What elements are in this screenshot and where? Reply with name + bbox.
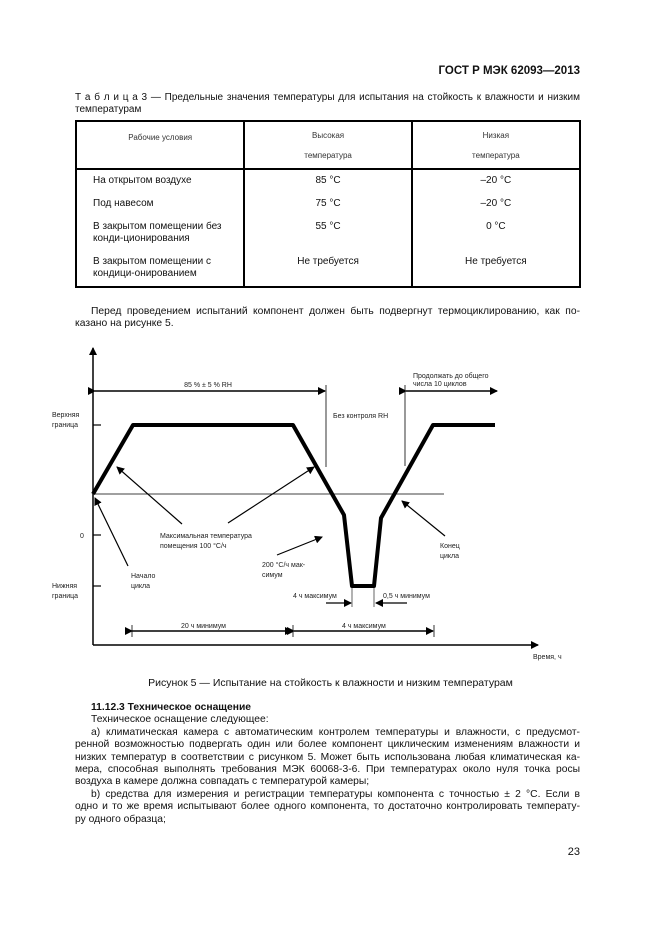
item-b-line: b) средства для измерения и регистрации температуры компонента с точностью ± 2 °С. Если в: [91, 788, 580, 800]
item-a-line: мера, способная выполнять требования МЭК 60068-3-6. При температурах около нуля точка росы: [75, 764, 580, 776]
cell-high: 75 °С: [244, 193, 411, 216]
max-rate-label: помещения 100 °С/ч: [160, 543, 227, 550]
item-a-line: ренной возможностью подвергать один или более компонент циклическим изменениям влажности и: [75, 739, 580, 751]
text-line: казано на рисунке 5.: [75, 318, 174, 330]
cycle-start-label: цикла: [131, 583, 151, 590]
dwell-max-label: 4 ч максимум: [293, 593, 337, 600]
item-a-line: воздуха в камере должна совпадать с температурой камеры;: [75, 776, 370, 788]
rate200-label: симум: [262, 572, 283, 579]
cycle-end-label: цикла: [440, 553, 460, 560]
continue-label: числа 10 циклов: [413, 381, 467, 388]
section-lead: Техническое оснащение следующее:: [91, 714, 269, 726]
pointer-arrow: [228, 467, 314, 523]
max-rate-label: Максимальная температура: [160, 533, 252, 540]
item-a-line: а) климатическая камера с автоматическим контролем температуры и влажности, с предусмот-: [91, 726, 580, 738]
rate200-label: 200 °С/ч мак-: [262, 562, 306, 569]
cell-low: 0 °С: [412, 216, 580, 251]
lower-limit-label: Нижняя: [52, 583, 78, 590]
document-header: ГОСТ Р МЭК 62093—2013: [438, 65, 580, 77]
figure-caption: Рисунок 5 — Испытание на стойкость к влажности и низким температурам: [148, 677, 513, 689]
pointer-arrow: [402, 501, 445, 536]
no-rh-label: Без контроля RH: [333, 413, 389, 420]
cycle-start-label: Начало: [131, 573, 156, 580]
cell-low: –20 °С: [412, 169, 580, 193]
x-axis-label: Время, ч: [533, 654, 562, 661]
item-b-line: ру одного образца;: [75, 813, 166, 825]
cell-condition: В закрытом помещении без конди-ционирования: [76, 216, 244, 251]
cycle-end-label: Конец: [440, 543, 460, 550]
upper-limit-label: Верхняя: [52, 412, 80, 419]
cell-condition: На открытом воздухе: [76, 169, 244, 193]
cell-high: Не требуется: [244, 251, 411, 287]
section-11-12-3: [75, 702, 580, 826]
cell-low: –20 °С: [412, 193, 580, 216]
pointer-arrow: [117, 467, 182, 524]
continue-label: Продолжать до общего: [413, 373, 489, 380]
pointer-arrow: [277, 537, 322, 555]
cell-condition: В закрытом помещении с кондици-онированием: [76, 251, 244, 287]
item-a-line: низких температур в соответствии с рисунком 5. Может быть использована любая климатическая ка-: [75, 751, 580, 763]
cell-condition: Под навесом: [76, 193, 244, 216]
item-b-line: одно и то же время испытывают более одного компонента, то достаточно контролировать температу-: [75, 801, 580, 813]
caption-line: Т а б л и ц а 3 — Предельные значения температуры для испытания на стойкость к влажности и низким: [75, 92, 580, 103]
section-title: 11.12.3 Техническое оснащение: [91, 702, 251, 713]
min20-label: 20 ч минимум: [181, 623, 226, 630]
cell-high: 85 °С: [244, 169, 411, 193]
zero-label: 0: [80, 533, 84, 540]
pointer-arrow: [95, 498, 128, 566]
max4-label: 4 ч максимум: [342, 623, 386, 630]
cell-high: 55 °С: [244, 216, 411, 251]
caption-line: температурам: [75, 104, 142, 115]
page-number: 23: [567, 846, 580, 858]
rh-label: 85 % ± 5 % RH: [184, 382, 232, 389]
text-line: Перед проведением испытаний компонент должен быть подвергнут термоциклированию, как по-: [91, 306, 580, 317]
header-conditions: Рабочие условия: [76, 121, 244, 169]
cell-low: Не требуется: [412, 251, 580, 287]
lower-limit-label: граница: [52, 593, 79, 600]
header-low-text: Низкая температура: [472, 131, 520, 160]
dwell-min-label: 0,5 ч минимум: [383, 593, 430, 600]
upper-limit-label: граница: [52, 422, 79, 429]
header-high-text: Высокая температура: [304, 131, 352, 160]
